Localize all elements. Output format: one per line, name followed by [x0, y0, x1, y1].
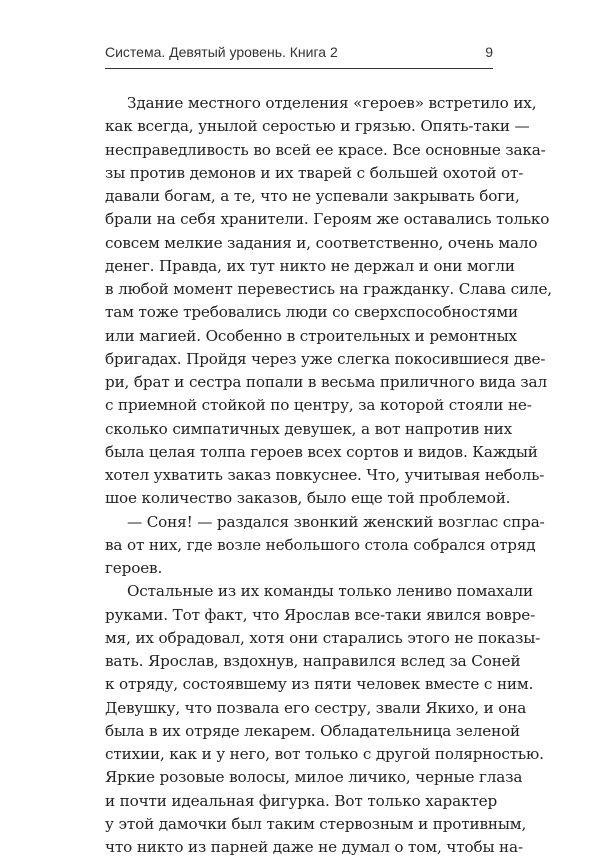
- running-header: [105, 44, 493, 60]
- text-line: брали на себя хранители. Героям же оставались только: [105, 210, 550, 229]
- text-line: Остальные из их команды только лениво помахали: [127, 582, 533, 601]
- header-rule: [105, 68, 493, 69]
- text-line: или магией. Особенно в строительных и ремонтных: [105, 326, 517, 345]
- text-line: — Соня! — раздался звонкий женский возглас спра-: [127, 512, 545, 531]
- text-line: и почти идеальная фигурка. Вот только характер: [105, 791, 498, 810]
- text-line: руками. Тот факт, что Ярослав все-таки явился вовре-: [105, 605, 536, 624]
- text-line: ва от них, где возле небольшого стола собрался отряд: [105, 535, 536, 554]
- page-number: 9: [485, 44, 493, 60]
- text-line: давали богам, а те, что не успевали закрывать боги,: [105, 187, 520, 205]
- text-line: что никто из парней даже не думал о том, чтобы на-: [105, 838, 523, 856]
- running-title: Система. Девятый уровень. Книга 2: [105, 44, 338, 60]
- text-line: героев.: [105, 559, 163, 577]
- text-line: у этой дамочки был таким стервозным и противным,: [105, 814, 527, 833]
- text-line: Здание местного отделения «героев» встретило их,: [127, 94, 537, 112]
- text-line: была в их отряде лекарем. Обладательница зеленой: [105, 721, 521, 740]
- text-line: зы против демонов и их тварей с большей охотой от-: [105, 163, 524, 182]
- text-line: там тоже требовались люди со сверхспособностями: [105, 303, 518, 322]
- text-line: денег. Правда, их тут никто не держал и они могли: [105, 256, 515, 275]
- text-line: была целая толпа героев всех сортов и видов. Каждый: [105, 442, 538, 461]
- text-line: в любой момент перевестись на гражданку. Слава силе,: [105, 280, 552, 298]
- text-line: бригадах. Пройдя через уже слегка покосившиеся две-: [105, 349, 546, 368]
- text-line: с приемной стойкой по центру, за которой стояли не-: [105, 396, 532, 415]
- text-line: сколько симпатичных девушек, а вот напротив них: [105, 419, 513, 438]
- text-line: как всегда, унылой серостью и грязью. Опять-таки —: [105, 117, 530, 136]
- text-line: к отряду, состоявшему из пяти человек вместе с ним.: [105, 675, 534, 694]
- body-text: [105, 92, 552, 859]
- text-line: вать. Ярослав, вздохнув, направился вслед за Соней: [105, 652, 521, 670]
- text-line: стихии, как и у него, вот только с другой полярностью.: [105, 745, 544, 763]
- text-line: несправедливость во всей ее красе. Все основные зака-: [105, 140, 546, 159]
- text-line: хотел ухватить заказ повкуснее. Что, учитывая неболь-: [105, 466, 545, 484]
- text-line: ри, брат и сестра попали в весьма приличного вида зал: [105, 373, 547, 391]
- text-line: Яркие розовые волосы, милое личико, черные глаза: [105, 768, 523, 787]
- text-line: Девушку, что позвала его сестру, звали Якихо, и она: [105, 698, 527, 717]
- text-line: мя, их обрадовал, хотя они старались этого не показы-: [105, 628, 541, 647]
- text-line: шое количество заказов, было еще той проблемой.: [105, 489, 511, 508]
- text-line: совсем мелкие задания и, соответственно, очень мало: [105, 233, 538, 252]
